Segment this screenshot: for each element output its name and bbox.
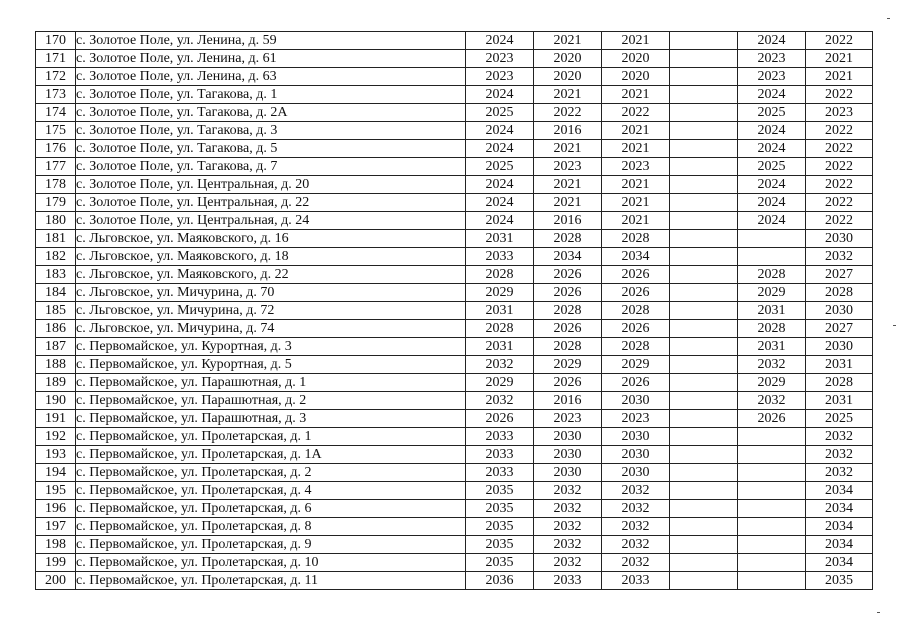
- year-cell-2: 2030: [534, 446, 602, 464]
- address-cell: с. Золотое Поле, ул. Тагакова, д. 7: [76, 158, 466, 176]
- year-cell-4: [670, 446, 738, 464]
- year-cell-5: [738, 446, 806, 464]
- year-cell-2: 2026: [534, 320, 602, 338]
- year-cell-2: 2021: [534, 32, 602, 50]
- year-cell-3: 2021: [602, 122, 670, 140]
- address-cell: с. Золотое Поле, ул. Тагакова, д. 1: [76, 86, 466, 104]
- row-number: 171: [36, 50, 76, 68]
- year-cell-3: 2020: [602, 50, 670, 68]
- table-row: [36, 518, 873, 536]
- year-cell-3: 2026: [602, 320, 670, 338]
- row-number: 178: [36, 176, 76, 194]
- year-cell-3: 2033: [602, 572, 670, 590]
- year-cell-3: 2032: [602, 536, 670, 554]
- year-cell-5: 2025: [738, 104, 806, 122]
- year-cell-5: [738, 518, 806, 536]
- row-number: 189: [36, 374, 76, 392]
- year-cell-6: 2034: [806, 518, 873, 536]
- year-cell-5: 2031: [738, 338, 806, 356]
- year-cell-1: 2035: [466, 482, 534, 500]
- table-row: [36, 230, 873, 248]
- year-cell-3: 2020: [602, 68, 670, 86]
- year-cell-6: 2021: [806, 50, 873, 68]
- year-cell-5: 2026: [738, 410, 806, 428]
- year-cell-6: 2035: [806, 572, 873, 590]
- year-cell-6: 2034: [806, 554, 873, 572]
- year-cell-4: [670, 464, 738, 482]
- address-cell: с. Первомайское, ул. Пролетарская, д. 1: [76, 428, 466, 446]
- year-cell-1: 2035: [466, 536, 534, 554]
- year-cell-5: [738, 230, 806, 248]
- address-cell: с. Первомайское, ул. Пролетарская, д. 2: [76, 464, 466, 482]
- year-cell-5: 2029: [738, 284, 806, 302]
- year-cell-1: 2031: [466, 338, 534, 356]
- address-cell: с. Льговское, ул. Мичурина, д. 74: [76, 320, 466, 338]
- address-cell: с. Золотое Поле, ул. Тагакова, д. 5: [76, 140, 466, 158]
- year-cell-2: 2016: [534, 392, 602, 410]
- year-cell-2: 2023: [534, 158, 602, 176]
- year-cell-1: 2025: [466, 158, 534, 176]
- year-cell-5: 2028: [738, 266, 806, 284]
- year-cell-2: 2016: [534, 212, 602, 230]
- year-cell-1: 2024: [466, 86, 534, 104]
- row-number: 184: [36, 284, 76, 302]
- year-cell-5: 2025: [738, 158, 806, 176]
- year-cell-3: 2028: [602, 302, 670, 320]
- year-cell-6: 2022: [806, 194, 873, 212]
- year-cell-5: [738, 572, 806, 590]
- year-cell-1: 2024: [466, 194, 534, 212]
- year-cell-5: [738, 248, 806, 266]
- year-cell-4: [670, 176, 738, 194]
- year-cell-4: [670, 410, 738, 428]
- address-cell: с. Первомайское, ул. Курортная, д. 5: [76, 356, 466, 374]
- table-row: [36, 194, 873, 212]
- row-number: 187: [36, 338, 76, 356]
- year-cell-3: 2030: [602, 392, 670, 410]
- year-cell-4: [670, 320, 738, 338]
- year-cell-1: 2024: [466, 32, 534, 50]
- year-cell-1: 2023: [466, 68, 534, 86]
- row-number: 200: [36, 572, 76, 590]
- year-cell-2: 2032: [534, 482, 602, 500]
- address-cell: с. Золотое Поле, ул. Ленина, д. 59: [76, 32, 466, 50]
- year-cell-4: [670, 554, 738, 572]
- year-cell-5: [738, 464, 806, 482]
- year-cell-2: 2021: [534, 194, 602, 212]
- scan-mark: [887, 18, 890, 19]
- address-cell: с. Первомайское, ул. Пролетарская, д. 4: [76, 482, 466, 500]
- year-cell-4: [670, 32, 738, 50]
- row-number: 199: [36, 554, 76, 572]
- year-cell-5: 2032: [738, 392, 806, 410]
- year-cell-3: 2030: [602, 464, 670, 482]
- address-cell: с. Льговское, ул. Мичурина, д. 70: [76, 284, 466, 302]
- year-cell-2: 2022: [534, 104, 602, 122]
- year-cell-4: [670, 194, 738, 212]
- year-cell-1: 2024: [466, 140, 534, 158]
- address-cell: с. Золотое Поле, ул. Тагакова, д. 3: [76, 122, 466, 140]
- year-cell-4: [670, 122, 738, 140]
- year-cell-2: 2028: [534, 338, 602, 356]
- year-cell-2: 2032: [534, 536, 602, 554]
- year-cell-3: 2021: [602, 86, 670, 104]
- year-cell-2: 2026: [534, 374, 602, 392]
- year-cell-2: 2034: [534, 248, 602, 266]
- year-cell-3: 2026: [602, 266, 670, 284]
- table-row: [36, 464, 873, 482]
- year-cell-4: [670, 482, 738, 500]
- row-number: 170: [36, 32, 76, 50]
- year-cell-1: 2023: [466, 50, 534, 68]
- table-row: [36, 482, 873, 500]
- year-cell-1: 2036: [466, 572, 534, 590]
- table-row: [36, 554, 873, 572]
- year-cell-5: 2024: [738, 32, 806, 50]
- year-cell-4: [670, 374, 738, 392]
- year-cell-1: 2033: [466, 446, 534, 464]
- row-number: 172: [36, 68, 76, 86]
- year-cell-2: 2033: [534, 572, 602, 590]
- year-cell-6: 2022: [806, 86, 873, 104]
- year-cell-5: 2024: [738, 122, 806, 140]
- table-row: [36, 140, 873, 158]
- address-cell: с. Льговское, ул. Маяковского, д. 22: [76, 266, 466, 284]
- year-cell-3: 2022: [602, 104, 670, 122]
- year-cell-6: 2034: [806, 500, 873, 518]
- table-row: [36, 410, 873, 428]
- year-cell-6: 2021: [806, 68, 873, 86]
- address-cell: с. Льговское, ул. Мичурина, д. 72: [76, 302, 466, 320]
- address-cell: с. Первомайское, ул. Пролетарская, д. 9: [76, 536, 466, 554]
- year-cell-6: 2032: [806, 446, 873, 464]
- table-row: [36, 284, 873, 302]
- year-cell-4: [670, 266, 738, 284]
- year-cell-3: 2021: [602, 140, 670, 158]
- address-cell: с. Льговское, ул. Маяковского, д. 16: [76, 230, 466, 248]
- row-number: 183: [36, 266, 76, 284]
- year-cell-1: 2025: [466, 104, 534, 122]
- year-cell-6: 2030: [806, 338, 873, 356]
- row-number: 179: [36, 194, 76, 212]
- year-cell-3: 2034: [602, 248, 670, 266]
- row-number: 192: [36, 428, 76, 446]
- year-cell-3: 2021: [602, 212, 670, 230]
- row-number: 182: [36, 248, 76, 266]
- year-cell-5: 2024: [738, 140, 806, 158]
- year-cell-3: 2029: [602, 356, 670, 374]
- year-cell-5: [738, 500, 806, 518]
- year-cell-6: 2022: [806, 122, 873, 140]
- address-cell: с. Первомайское, ул. Пролетарская, д. 10: [76, 554, 466, 572]
- year-cell-2: 2016: [534, 122, 602, 140]
- table-row: [36, 158, 873, 176]
- table-row: [36, 32, 873, 50]
- year-cell-2: 2021: [534, 86, 602, 104]
- year-cell-5: 2023: [738, 50, 806, 68]
- table-row: [36, 338, 873, 356]
- row-number: 180: [36, 212, 76, 230]
- year-cell-1: 2035: [466, 500, 534, 518]
- year-cell-5: 2032: [738, 356, 806, 374]
- year-cell-1: 2026: [466, 410, 534, 428]
- year-cell-6: 2030: [806, 230, 873, 248]
- table-row: [36, 356, 873, 374]
- year-cell-2: 2020: [534, 68, 602, 86]
- year-cell-6: 2032: [806, 248, 873, 266]
- table-row: [36, 572, 873, 590]
- address-cell: с. Золотое Поле, ул. Тагакова, д. 2А: [76, 104, 466, 122]
- year-cell-2: 2023: [534, 410, 602, 428]
- year-cell-4: [670, 50, 738, 68]
- year-cell-3: 2032: [602, 482, 670, 500]
- table-row: [36, 500, 873, 518]
- table-row: [36, 86, 873, 104]
- scan-mark: [877, 612, 880, 613]
- year-cell-6: 2022: [806, 158, 873, 176]
- year-cell-3: 2021: [602, 176, 670, 194]
- table-row: [36, 50, 873, 68]
- year-cell-2: 2028: [534, 230, 602, 248]
- address-cell: с. Первомайское, ул. Парашютная, д. 1: [76, 374, 466, 392]
- year-cell-4: [670, 86, 738, 104]
- year-cell-5: 2024: [738, 86, 806, 104]
- year-cell-3: 2032: [602, 554, 670, 572]
- year-cell-5: 2024: [738, 212, 806, 230]
- year-cell-4: [670, 212, 738, 230]
- year-cell-4: [670, 392, 738, 410]
- year-cell-1: 2028: [466, 320, 534, 338]
- table-row: [36, 176, 873, 194]
- year-cell-6: 2022: [806, 176, 873, 194]
- year-cell-3: 2030: [602, 446, 670, 464]
- year-cell-4: [670, 104, 738, 122]
- year-cell-2: 2032: [534, 518, 602, 536]
- year-cell-6: 2027: [806, 266, 873, 284]
- year-cell-4: [670, 140, 738, 158]
- year-cell-4: [670, 536, 738, 554]
- address-cell: с. Первомайское, ул. Пролетарская, д. 1А: [76, 446, 466, 464]
- year-cell-3: 2032: [602, 518, 670, 536]
- address-cell: с. Первомайское, ул. Парашютная, д. 3: [76, 410, 466, 428]
- year-cell-2: 2021: [534, 140, 602, 158]
- year-cell-5: [738, 428, 806, 446]
- year-cell-1: 2032: [466, 356, 534, 374]
- table-body: [36, 32, 873, 590]
- year-cell-3: 2023: [602, 410, 670, 428]
- year-cell-4: [670, 158, 738, 176]
- row-number: 186: [36, 320, 76, 338]
- table-row: [36, 536, 873, 554]
- year-cell-3: 2026: [602, 284, 670, 302]
- year-cell-6: 2034: [806, 482, 873, 500]
- year-cell-2: 2029: [534, 356, 602, 374]
- year-cell-6: 2032: [806, 428, 873, 446]
- row-number: 174: [36, 104, 76, 122]
- year-cell-1: 2033: [466, 248, 534, 266]
- address-cell: с. Льговское, ул. Маяковского, д. 18: [76, 248, 466, 266]
- table-row: [36, 320, 873, 338]
- row-number: 193: [36, 446, 76, 464]
- year-cell-1: 2029: [466, 374, 534, 392]
- year-cell-1: 2033: [466, 428, 534, 446]
- year-cell-6: 2025: [806, 410, 873, 428]
- year-cell-3: 2026: [602, 374, 670, 392]
- table-row: [36, 68, 873, 86]
- year-cell-4: [670, 428, 738, 446]
- row-number: 181: [36, 230, 76, 248]
- year-cell-6: 2028: [806, 374, 873, 392]
- year-cell-6: 2030: [806, 302, 873, 320]
- year-cell-1: 2024: [466, 122, 534, 140]
- year-cell-1: 2024: [466, 212, 534, 230]
- year-cell-1: 2032: [466, 392, 534, 410]
- address-cell: с. Первомайское, ул. Пролетарская, д. 6: [76, 500, 466, 518]
- row-number: 185: [36, 302, 76, 320]
- year-cell-5: 2023: [738, 68, 806, 86]
- row-number: 177: [36, 158, 76, 176]
- table-row: [36, 248, 873, 266]
- housing-schedule-table: [35, 31, 873, 590]
- address-cell: с. Золотое Поле, ул. Центральная, д. 22: [76, 194, 466, 212]
- row-number: 196: [36, 500, 76, 518]
- year-cell-5: 2028: [738, 320, 806, 338]
- year-cell-6: 2034: [806, 536, 873, 554]
- year-cell-4: [670, 68, 738, 86]
- year-cell-4: [670, 248, 738, 266]
- row-number: 175: [36, 122, 76, 140]
- year-cell-2: 2026: [534, 266, 602, 284]
- year-cell-2: 2030: [534, 464, 602, 482]
- address-cell: с. Золотое Поле, ул. Ленина, д. 63: [76, 68, 466, 86]
- row-number: 188: [36, 356, 76, 374]
- address-cell: с. Золотое Поле, ул. Ленина, д. 61: [76, 50, 466, 68]
- address-cell: с. Первомайское, ул. Пролетарская, д. 8: [76, 518, 466, 536]
- row-number: 176: [36, 140, 76, 158]
- year-cell-5: 2029: [738, 374, 806, 392]
- year-cell-4: [670, 284, 738, 302]
- year-cell-6: 2022: [806, 140, 873, 158]
- table-row: [36, 302, 873, 320]
- year-cell-2: 2021: [534, 176, 602, 194]
- year-cell-6: 2023: [806, 104, 873, 122]
- year-cell-5: [738, 536, 806, 554]
- year-cell-1: 2031: [466, 230, 534, 248]
- year-cell-6: 2031: [806, 356, 873, 374]
- year-cell-4: [670, 230, 738, 248]
- row-number: 194: [36, 464, 76, 482]
- year-cell-6: 2032: [806, 464, 873, 482]
- row-number: 190: [36, 392, 76, 410]
- year-cell-6: 2027: [806, 320, 873, 338]
- year-cell-2: 2026: [534, 284, 602, 302]
- year-cell-1: 2029: [466, 284, 534, 302]
- year-cell-2: 2020: [534, 50, 602, 68]
- year-cell-5: 2024: [738, 194, 806, 212]
- row-number: 197: [36, 518, 76, 536]
- year-cell-6: 2031: [806, 392, 873, 410]
- year-cell-5: 2031: [738, 302, 806, 320]
- table-row: [36, 446, 873, 464]
- year-cell-2: 2032: [534, 554, 602, 572]
- year-cell-4: [670, 356, 738, 374]
- table-row: [36, 374, 873, 392]
- year-cell-2: 2028: [534, 302, 602, 320]
- year-cell-6: 2022: [806, 32, 873, 50]
- year-cell-3: 2030: [602, 428, 670, 446]
- year-cell-2: 2032: [534, 500, 602, 518]
- year-cell-2: 2030: [534, 428, 602, 446]
- year-cell-3: 2032: [602, 500, 670, 518]
- table-row: [36, 392, 873, 410]
- table-row: [36, 122, 873, 140]
- year-cell-1: 2028: [466, 266, 534, 284]
- address-cell: с. Золотое Поле, ул. Центральная, д. 20: [76, 176, 466, 194]
- year-cell-3: 2021: [602, 32, 670, 50]
- year-cell-4: [670, 500, 738, 518]
- year-cell-1: 2024: [466, 176, 534, 194]
- address-cell: с. Первомайское, ул. Курортная, д. 3: [76, 338, 466, 356]
- address-cell: с. Первомайское, ул. Парашютная, д. 2: [76, 392, 466, 410]
- year-cell-3: 2023: [602, 158, 670, 176]
- year-cell-4: [670, 572, 738, 590]
- row-number: 198: [36, 536, 76, 554]
- address-cell: с. Первомайское, ул. Пролетарская, д. 11: [76, 572, 466, 590]
- table-row: [36, 104, 873, 122]
- year-cell-5: [738, 482, 806, 500]
- year-cell-6: 2028: [806, 284, 873, 302]
- year-cell-3: 2028: [602, 230, 670, 248]
- year-cell-4: [670, 302, 738, 320]
- address-cell: с. Золотое Поле, ул. Центральная, д. 24: [76, 212, 466, 230]
- year-cell-5: 2024: [738, 176, 806, 194]
- year-cell-1: 2033: [466, 464, 534, 482]
- table-row: [36, 266, 873, 284]
- scan-mark: [893, 325, 896, 326]
- year-cell-1: 2031: [466, 302, 534, 320]
- year-cell-3: 2028: [602, 338, 670, 356]
- row-number: 195: [36, 482, 76, 500]
- row-number: 191: [36, 410, 76, 428]
- year-cell-6: 2022: [806, 212, 873, 230]
- year-cell-1: 2035: [466, 518, 534, 536]
- table-row: [36, 428, 873, 446]
- row-number: 173: [36, 86, 76, 104]
- table-row: [36, 212, 873, 230]
- year-cell-4: [670, 518, 738, 536]
- year-cell-5: [738, 554, 806, 572]
- year-cell-1: 2035: [466, 554, 534, 572]
- year-cell-3: 2021: [602, 194, 670, 212]
- year-cell-4: [670, 338, 738, 356]
